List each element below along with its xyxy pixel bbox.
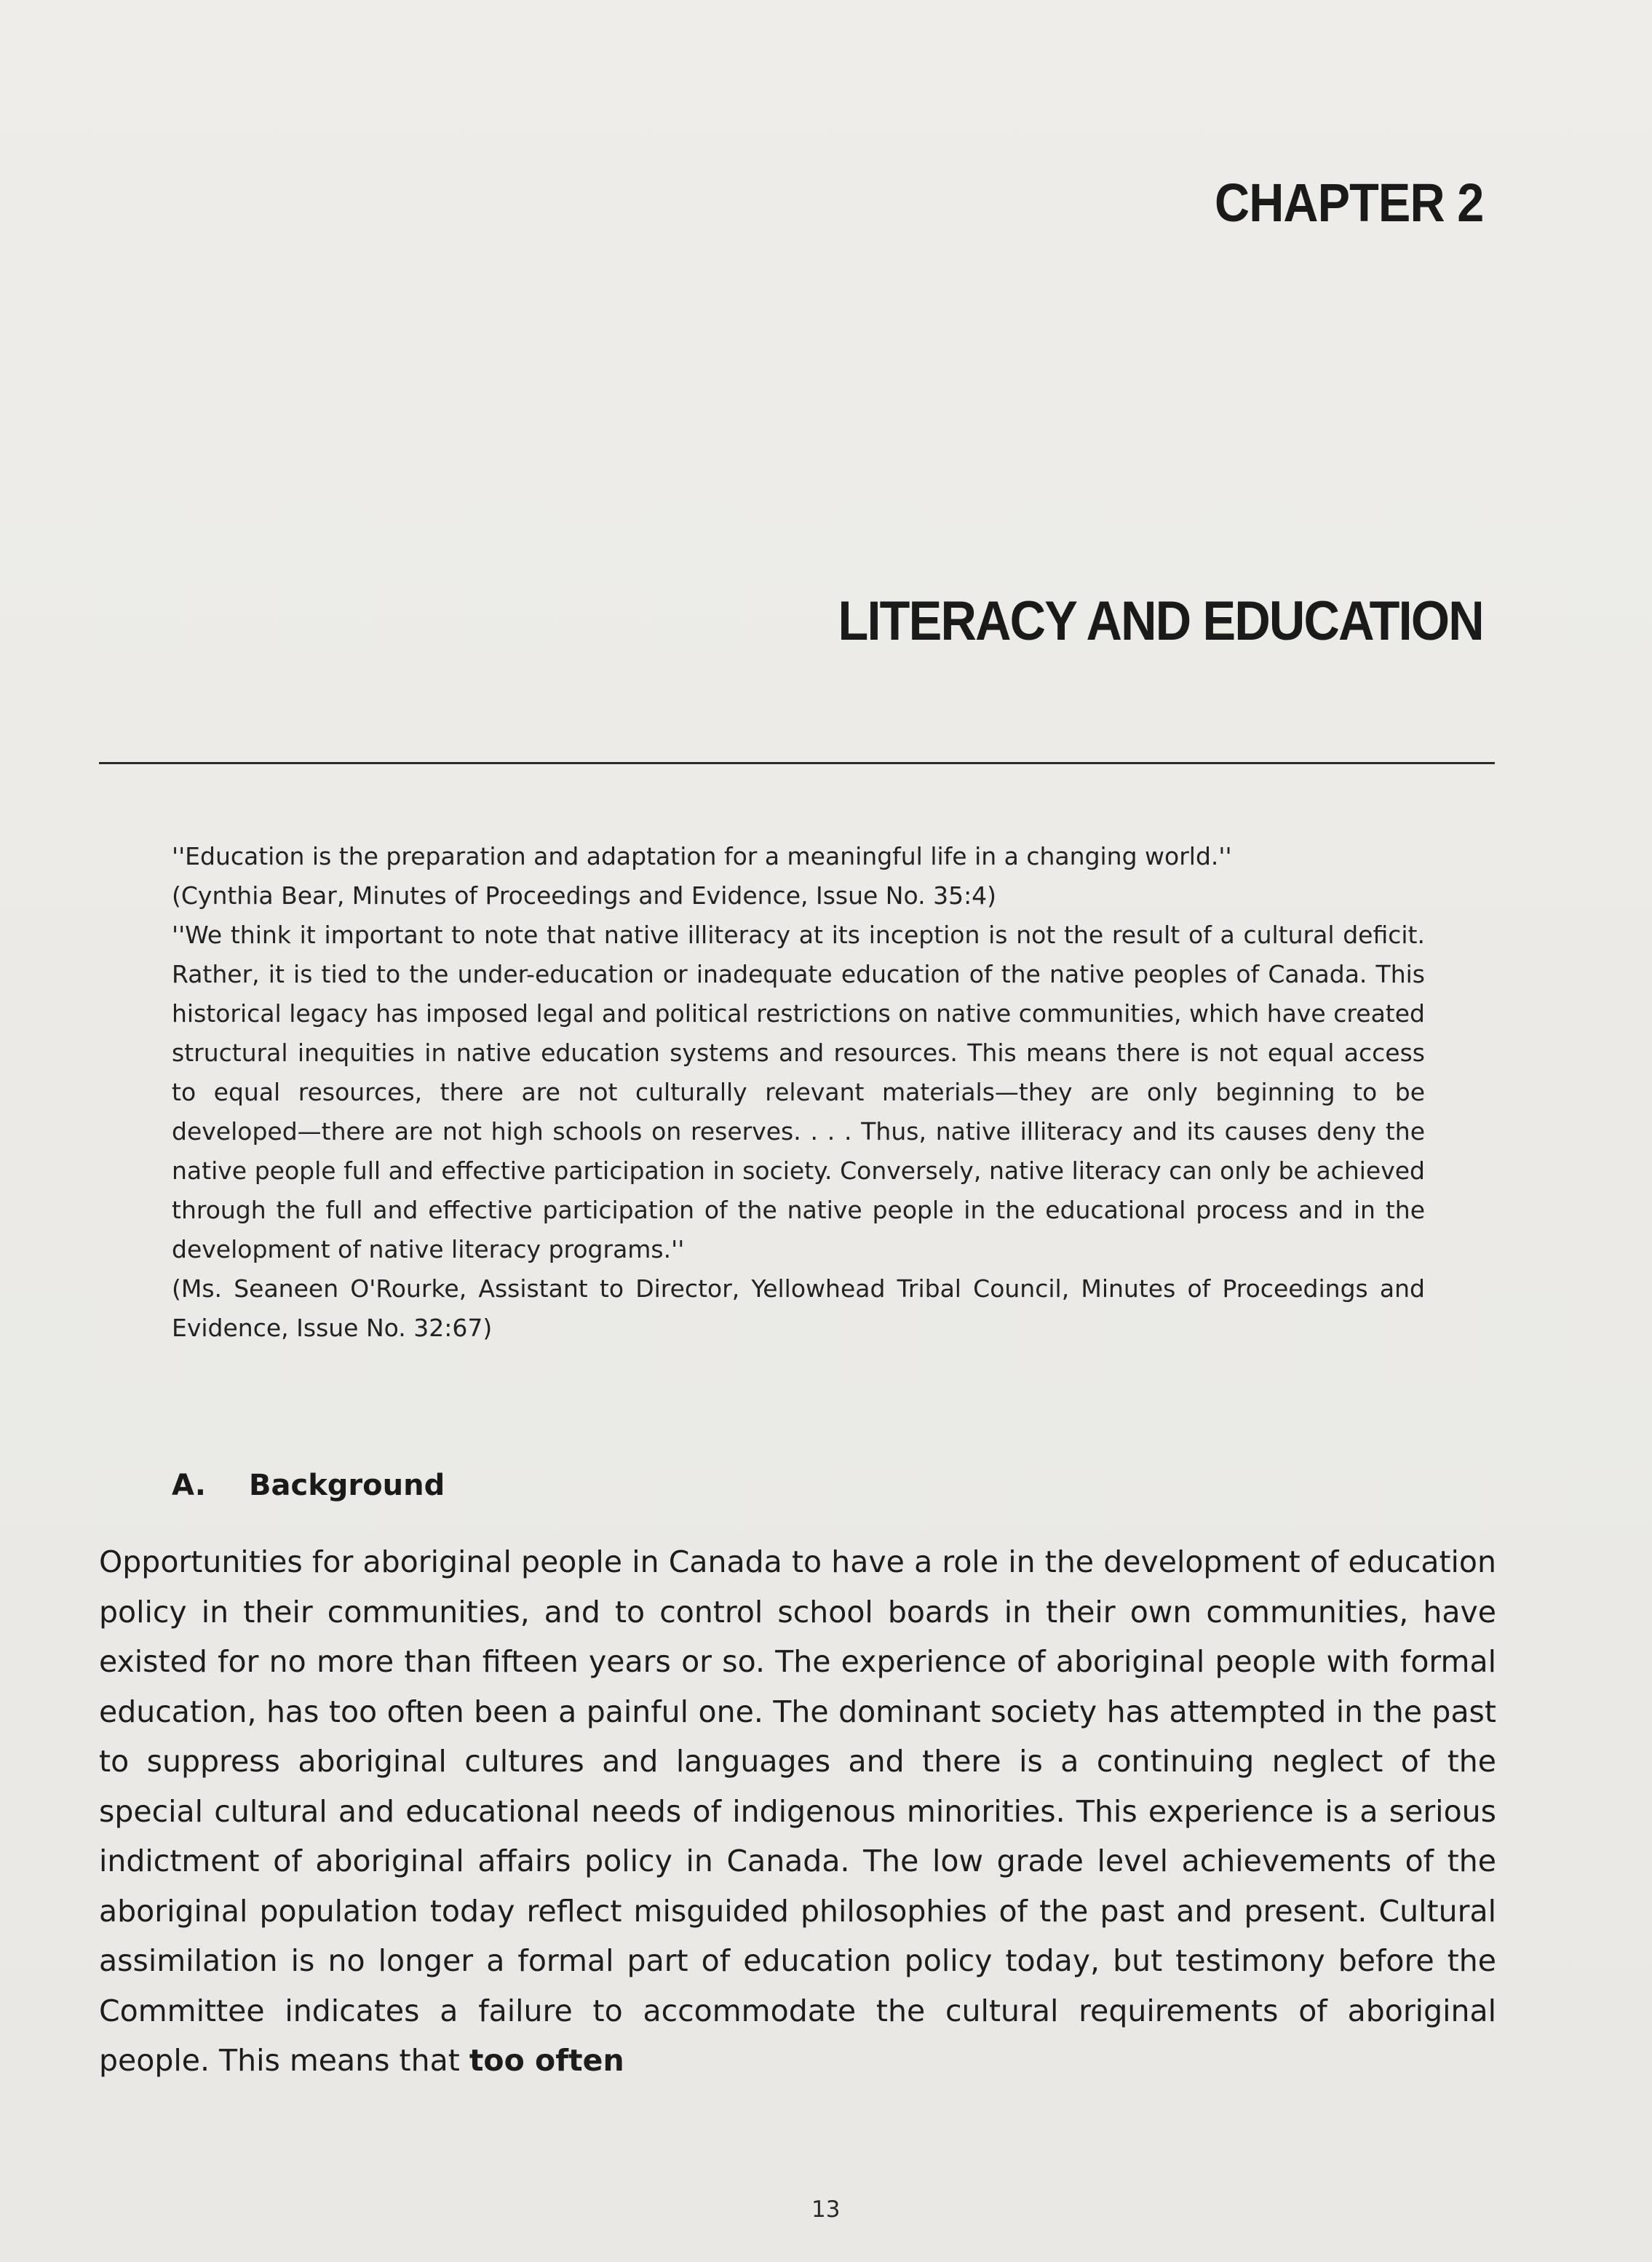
section-title: Background [249, 1469, 445, 1502]
body-emphasis-text: too often [469, 2043, 624, 2078]
title-rule [99, 762, 1495, 764]
epigraph-quote-2: ''We think it important to note that native illiteracy at its inception is not the result of a cultural deficit. Rather, it is tied to the under-education or inadequate education of the native peoples of Canada. This historical legacy has imposed legal and political restrictions on native communities, which have created structural inequities in native education systems and resources. This means there is not equal access to equal resources, there are not culturally relevant materials—they are only beginning to be developed—there are not high schools on reserves. . . . Thus, native illiteracy and its causes deny the native people full and effective participation in society. Conversely, native literacy can only be achieved through the full and effective participation of the native people in the educational process and in the development of native literacy programs.'' [172, 921, 1425, 1263]
section-number: A. [172, 1469, 206, 1502]
chapter-title: LITERACY AND EDUCATION [838, 590, 1483, 652]
epigraph-source-2: (Ms. Seaneen O'Rourke, Assistant to Director, Yellowhead Tribal Council, Minutes of Proceedings and Evidence, Issue No. 32:67) [172, 1274, 1425, 1342]
body-paragraph-text: Opportunities for aboriginal people in Canada to have a role in the development of education policy in their communities, and to control school boards in their own communities, have existed for no more than fifteen years or so. The experience of aboriginal people with formal education, has too often been a painful one. The dominant society has attempted in the past to suppress aboriginal cultures and languages and there is a continuing neglect of the special cultural and educational needs of indigenous minorities. This experience is a serious indictment of aboriginal affairs policy in Canada. The low grade level achievements of the aboriginal population today reflect misguided philosophies of the past and present. Cultural assimilation is no longer a formal part of education policy today, but testimony before the Committee indicates a failure to accommodate the cultural requirements of aboriginal people. This means that [99, 1544, 1496, 2078]
epigraph-source-1: (Cynthia Bear, Minutes of Proceedings and Evidence, Issue No. 35:4) [172, 881, 997, 910]
epigraph-block [172, 837, 1425, 1348]
body-paragraph [99, 1537, 1496, 2086]
page-number: 13 [811, 2196, 841, 2223]
epigraph-quote-1: ''Education is the preparation and adaptation for a meaningful life in a changing world.'' [172, 842, 1232, 870]
section-heading [172, 1469, 445, 1502]
chapter-label: CHAPTER 2 [1214, 172, 1483, 233]
